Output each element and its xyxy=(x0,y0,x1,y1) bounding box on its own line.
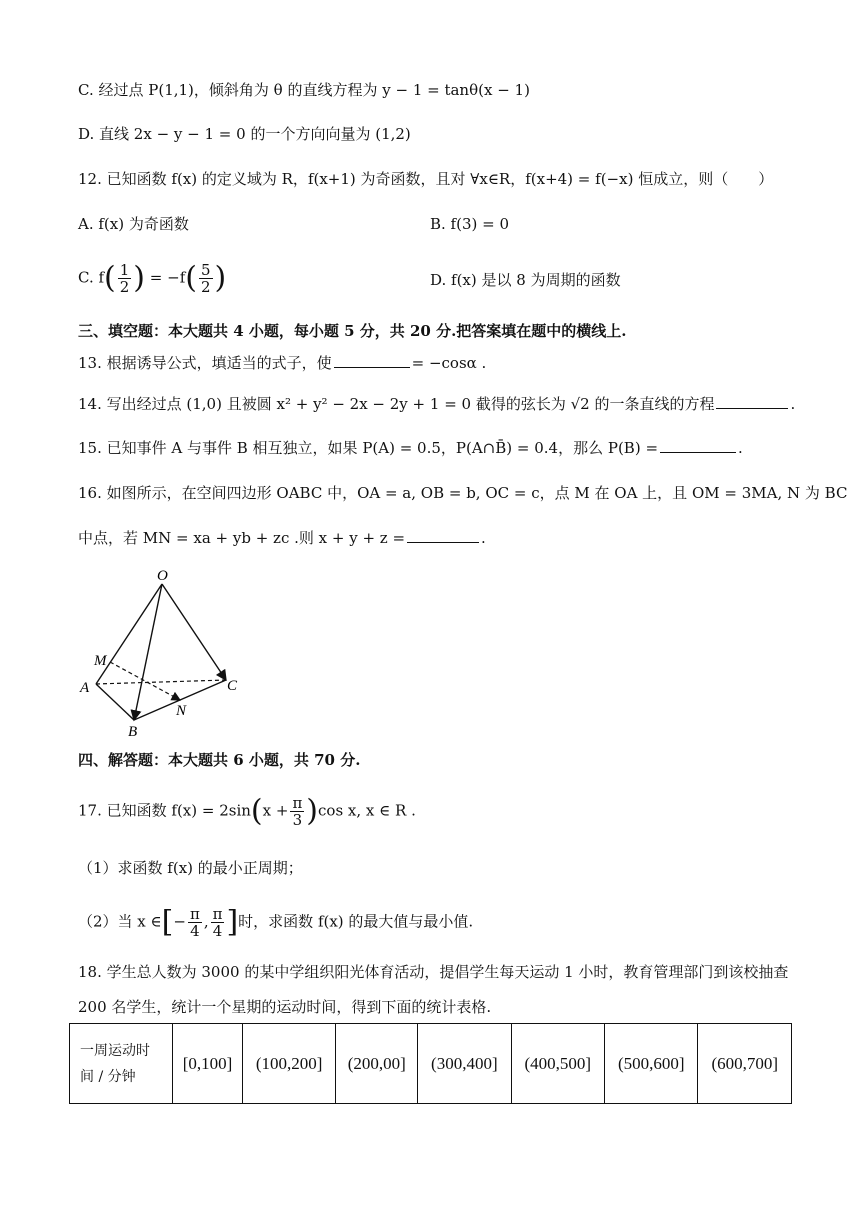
question-13-tail: = −cosα . xyxy=(411,354,487,372)
question-12: 12. 已知函数 f(x) 的定义域为 R，f(x+1) 为奇函数，且对 ∀x∈R，f(x+4) = f(−x) 恒成立，则（ ） xyxy=(78,170,774,188)
table-cell-interval: (500,600] xyxy=(605,1024,698,1104)
question-17-part-2-tail: 时，求函数 f(x) 的最大值与最小值. xyxy=(238,912,474,931)
fraction-pi-over-4 xyxy=(211,906,225,939)
question-18-line-1: 18. 学生总人数为 3000 的某中学组织阳光体育活动，提倡学生每天运动 1 小时，教育管理部门到该校抽查 xyxy=(78,963,789,981)
question-13-text: 13. 根据诱导公式，填适当的式子，使 xyxy=(78,354,332,372)
fraction-den: 2 xyxy=(200,278,211,296)
fraction-den: 2 xyxy=(119,278,130,296)
edge-oc xyxy=(162,584,226,680)
label-m: M xyxy=(94,653,107,669)
table-row xyxy=(70,1024,792,1104)
question-17-part-2-text: （2）当 x ∈ xyxy=(78,912,162,931)
fraction-one-half xyxy=(118,262,132,295)
option-c-q12-mid: = −f xyxy=(149,268,186,287)
question-17-text: 17. 已知函数 f(x) = 2sin xyxy=(78,801,251,820)
question-15: 15. 已知事件 A 与事件 B 相互独立，如果 P(A) = 0.5，P(A∩B̄) = 0.4，那么 P(B) = . xyxy=(78,436,743,459)
label-a: A xyxy=(80,680,90,696)
option-c-q12: C. f( $\frac{1}{2}$ ) = −f( $\frac{5}{2}$ ) xyxy=(78,260,227,296)
question-18-line-2: 200 名学生，统计一个星期的运动时间，得到下面的统计表格. xyxy=(78,998,492,1016)
exercise-time-table xyxy=(69,1023,792,1104)
fraction-pi-over-3 xyxy=(290,795,304,828)
fraction-num: π xyxy=(212,905,223,923)
question-17-part-1: （1）求函数 f(x) 的最小正周期； xyxy=(78,859,303,877)
option-b-q12: B. f(3) = 0 xyxy=(430,215,510,233)
table-header-cell xyxy=(70,1024,173,1104)
question-14: 14. 写出经过点 (1,0) 且被圆 x² + y² − 2x − 2y + 1 = 0 截得的弦长为 √2 的一条直线的方程 . xyxy=(78,392,795,415)
option-d-q12: D. f(x) 是以 8 为周期的函数 xyxy=(430,271,621,289)
option-c-q12-prefix: C. f xyxy=(78,268,105,287)
table-cell-interval: (100,200] xyxy=(242,1024,335,1104)
question-15-text: 15. 已知事件 A 与事件 B 相互独立，如果 P(A) = 0.5，P(A∩B̄) = 0.4，那么 P(B) = xyxy=(78,439,659,457)
question-17-part-2: （2）当 x ∈[− $\frac{\pi}{4}$ , $\frac{\pi}{4}$ ]时，求函数 f(x) 的最大值与最小值. xyxy=(78,904,474,940)
question-16-text: 中点，若 MN = xa + yb + zc .则 x + y + z = xyxy=(78,529,406,547)
tetrahedron-figure xyxy=(70,562,250,742)
label-b: B xyxy=(128,724,138,740)
question-13 xyxy=(78,351,486,374)
question-14-text: 14. 写出经过点 (1,0) 且被圆 x² + y² − 2x − 2y + 1 = 0 截得的弦长为 √2 的一条直线的方程 xyxy=(78,395,715,413)
table-cell-interval: (300,400] xyxy=(418,1024,511,1104)
fraction-den: 3 xyxy=(292,811,303,829)
fraction-num: π xyxy=(189,905,200,923)
label-o: O xyxy=(157,568,168,584)
label-c: C xyxy=(227,678,238,694)
option-c-q11: C. 经过点 P(1,1)，倾斜角为 θ 的直线方程为 y − 1 = tanθ(x − 1) xyxy=(78,81,530,99)
answer-blank[interactable] xyxy=(334,351,410,368)
fraction-den: 4 xyxy=(190,922,200,940)
table-cell-interval: [0,100] xyxy=(173,1024,243,1104)
option-d-q11: D. 直线 2x − y − 1 = 0 的一个方向向量为 (1,2) xyxy=(78,125,411,143)
answer-blank[interactable] xyxy=(716,392,788,409)
fraction-five-half xyxy=(199,262,213,295)
option-a-q12: A. f(x) 为奇函数 xyxy=(78,215,189,233)
fraction-num: 5 xyxy=(200,261,211,279)
edge-ab xyxy=(96,684,134,720)
answer-blank[interactable] xyxy=(407,526,479,543)
question-17-tail: cos x, x ∈ R . xyxy=(318,801,416,820)
question-17: 17. 已知函数 f(x) = 2sin(x + $\frac{\pi}{3}$ )cos x, x ∈ R . xyxy=(78,793,416,829)
table-header-line-2: 间 / 分钟 xyxy=(80,1068,136,1085)
table-cell-interval: (200,00] xyxy=(336,1024,418,1104)
question-17-arg: x + xyxy=(262,801,289,820)
section-4-heading: 四、解答题：本大题共 6 小题，共 70 分. xyxy=(78,751,361,769)
answer-blank[interactable] xyxy=(660,436,736,453)
question-16-line-2: 中点，若 MN = xa + yb + zc .则 x + y + z = . xyxy=(78,526,486,549)
table-cell-interval: (400,500] xyxy=(511,1024,604,1104)
section-3-heading: 三、填空题：本大题共 4 小题，每小题 5 分，共 20 分.把答案填在题中的横线上. xyxy=(78,322,627,340)
edge-ac-dashed xyxy=(96,680,226,684)
question-16-line-1: 16. 如图所示，在空间四边形 OABC 中，OA = a, OB = b, OC = c，点 M 在 OA 上，且 OM = 3MA, N 为 BC xyxy=(78,484,848,502)
table-cell-interval: (600,700] xyxy=(698,1024,792,1104)
table-header-line-1: 一周运动时 xyxy=(80,1042,150,1059)
fraction-num: π xyxy=(292,794,303,812)
label-n: N xyxy=(176,703,187,719)
fraction-num: 1 xyxy=(119,261,130,279)
fraction-den: 4 xyxy=(212,922,223,940)
fraction-neg-pi-over-4 xyxy=(188,906,202,939)
